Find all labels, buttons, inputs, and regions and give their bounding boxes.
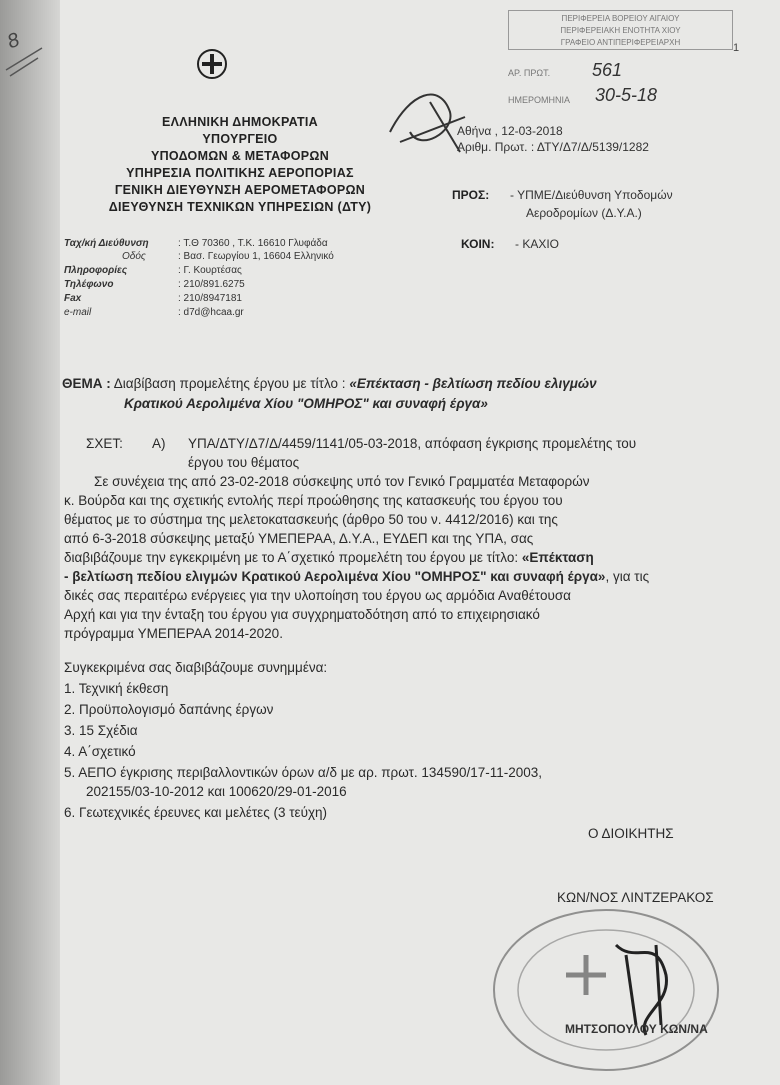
receipt-stamp-line3: ΓΡΑΦΕΙΟ ΑΝΤΙΠΕΡΙΦΕΡΕΙΑΡΧΗ xyxy=(560,38,681,47)
body-title-1: «Επέκταση xyxy=(521,550,594,565)
enclosure-item: 4. Α΄σχετικό xyxy=(64,744,136,759)
enclosure-item: 2. Προϋπολογισμό δαπάνης έργων xyxy=(64,702,274,717)
contact-label-info: Πληροφορίες xyxy=(64,265,128,276)
place-date: Αθήνα , 12-03-2018 xyxy=(457,124,563,138)
contact-value-fax: : 210/8947181 xyxy=(178,293,242,304)
coat-of-arms-icon xyxy=(196,48,228,80)
enclosure-item: 6. Γεωτεχνικές έρευνες και μελέτες (3 τεύχη) xyxy=(64,805,328,820)
protocol-number: Αριθμ. Πρωτ. : ΔΤΥ/Δ7/Δ/5139/1282 xyxy=(457,140,649,154)
receipt-date-value: 30-5-18 xyxy=(595,85,658,105)
page-shadow xyxy=(0,0,60,1085)
reference-label: ΣΧΕΤ: xyxy=(86,436,123,451)
to-recipient-line-1: - ΥΠΜΕ/Διεύθυνση Υποδομών xyxy=(510,188,673,202)
enclosure-item: 3. 15 Σχέδια xyxy=(64,723,138,738)
closing-title: Ο ΔΙΟΙΚΗΤΗΣ xyxy=(588,826,674,841)
body-line-5 xyxy=(64,548,594,567)
subject-title-2: Κρατικού Αερολιμένα Χίου "ΟΜΗΡΟΣ" και συναφή έργα» xyxy=(124,396,488,411)
corner-mark: 8 xyxy=(4,28,23,54)
enclosure-item: 1. Τεχνική έκθεση xyxy=(64,681,169,696)
contact-label-fax: Fax xyxy=(64,293,82,304)
reference-line-1: ΥΠΑ/ΔΤΥ/Δ7/Δ/4459/1141/05-03-2018, απόφαση έγκρισης προμελέτης του xyxy=(188,436,637,451)
receipt-number-value: 561 xyxy=(592,60,623,80)
body-line-4: από 6-3-2018 σύσκεψης μεταξύ ΥΜΕΠΕΡΑΑ, Δ.Υ.Α., ΕΥΔΕΠ και της ΥΠΑ, σας xyxy=(64,531,534,546)
body-line-2: κ. Βούρδα και της σχετικής εντολής περί προώθησης της κατασκευής του έργου του xyxy=(64,493,563,508)
body-title-2: - βελτίωση πεδίου ελιγμών Κρατικού Αερολιμένα Χίου "ΟΜΗΡΟΣ" και συναφή έργα» xyxy=(64,569,606,584)
sender-line-5: ΓΕΝΙΚΗ ΔΙΕΥΘΥΝΣΗ ΑΕΡΟΜΕΤΑΦΟΡΩΝ xyxy=(114,183,366,197)
body-line-3: θέματος με το σύστημα της μελετοκατασκευής (άρθρο 50 του ν. 4412/2016) και της xyxy=(64,512,558,527)
corner-scribble xyxy=(4,40,44,80)
sender-line-4: ΥΠΗΡΕΣΙΑ ΠΟΛΙΤΙΚΗΣ ΑΕΡΟΠΟΡΙΑΣ xyxy=(126,166,354,180)
reference-item: Α) xyxy=(152,436,166,451)
receipt-stamp xyxy=(508,10,733,50)
enclosure-item-continuation: 202155/03-10-2012 και 100620/29-01-2016 xyxy=(86,784,347,799)
contact-value-phone: : 210/891.6275 xyxy=(178,279,245,290)
stamp-name: ΜΗΤΣΟΠΟΥΛΟΥ ΚΩΝ/ΝΑ xyxy=(565,1022,708,1036)
subject-title-1: «Επέκταση - βελτίωση πεδίου ελιγμών xyxy=(349,376,597,391)
enclosures-intro: Συγκεκριμένα σας διαβιβάζουμε συνημμένα: xyxy=(64,660,328,675)
body-line-5-text: διαβιβάζουμε την εγκεκριμένη με το Α΄σχετικό προμελέτη του έργου με τίτλο: xyxy=(64,550,519,565)
body-line-8: Αρχή και για την ένταξη του έργου για συγχρηματοδότηση από το επιχειρησιακό xyxy=(64,607,540,622)
receipt-date-label: ΗΜΕΡΟΜΗΝΙΑ xyxy=(508,95,571,105)
page-number: 1 xyxy=(733,42,740,54)
sender-line-6: ΔΙΕΥΘΥΝΣΗ ΤΕΧΝΙΚΩΝ ΥΠΗΡΕΣΙΩΝ (ΔΤΥ) xyxy=(108,200,372,214)
contact-label-street: Οδός xyxy=(122,251,146,262)
contact-value-address: : Τ.Θ 70360 , Τ.Κ. 16610 Γλυφάδα xyxy=(178,238,328,249)
body-line-1: Σε συνέχεια της από 23-02-2018 σύσκεψης υπό τον Γενικό Γραμματέα Μεταφορών xyxy=(94,474,590,489)
official-stamp xyxy=(486,905,726,1075)
subject-line-1 xyxy=(62,374,597,393)
enclosure-item: 5. ΑΕΠΟ έγκρισης περιβαλλοντικών όρων α/δ με αρ. πρωτ. 134590/17-11-2003, xyxy=(64,765,543,780)
to-label: ΠΡΟΣ: xyxy=(452,188,490,202)
signatory-name: ΚΩΝ/ΝΟΣ ΛΙΝΤΖΕΡΑΚΟΣ xyxy=(557,890,714,905)
contact-value-info: : Γ. Κουρτέσας xyxy=(178,265,242,276)
contact-label-address: Ταχ/κή Διεύθυνση xyxy=(64,238,149,249)
cc-label: ΚΟΙΝ: xyxy=(461,237,495,251)
body-line-7: δικές σας περαιτέρω ενέργειες για την υλοποίηση του έργου ως αρμόδια Αναθέτουσα xyxy=(64,588,571,603)
body-line-6 xyxy=(64,567,649,586)
receipt-stamp-line2: ΠΕΡΙΦΕΡΕΙΑΚΗ ΕΝΟΤΗΤΑ ΧΙΟΥ xyxy=(560,26,681,35)
contact-value-email: : d7d@hcaa.gr xyxy=(178,307,244,318)
reference-line-2: έργου του θέματος xyxy=(188,455,300,470)
receipt-stamp-line1: ΠΕΡΙΦΕΡΕΙΑ ΒΟΡΕΙΟΥ ΑΙΓΑΙΟΥ xyxy=(561,14,680,23)
to-recipient-line-2: Αεροδρομίων (Δ.Υ.Α.) xyxy=(526,206,642,220)
subject-text: Διαβίβαση προμελέτης έργου με τίτλο : xyxy=(113,376,346,391)
body-line-9: πρόγραμμα ΥΜΕΠΕΡΑΑ 2014-2020. xyxy=(64,626,283,641)
sender-line-2: ΥΠΟΥΡΓΕΙΟ xyxy=(202,132,278,146)
contact-value-street: : Βασ. Γεωργίου 1, 16604 Ελληνικό xyxy=(178,251,334,262)
sender-line-3: ΥΠΟΔΟΜΩΝ & ΜΕΤΑΦΟΡΩΝ xyxy=(150,149,330,163)
sender-block xyxy=(100,114,380,216)
subject-label: ΘΕΜΑ : xyxy=(62,376,111,391)
sender-line-1: ΕΛΛΗΝΙΚΗ ΔΗΜΟΚΡΑΤΙΑ xyxy=(161,115,318,129)
contact-label-phone: Τηλέφωνο xyxy=(64,279,114,290)
cc-recipient: - ΚΑΧΙΟ xyxy=(515,237,560,251)
contact-label-email: e-mail xyxy=(64,307,92,318)
body-title-tail: , για τις xyxy=(605,569,650,584)
receipt-number-label: ΑΡ. ΠΡΩΤ. xyxy=(508,68,551,78)
